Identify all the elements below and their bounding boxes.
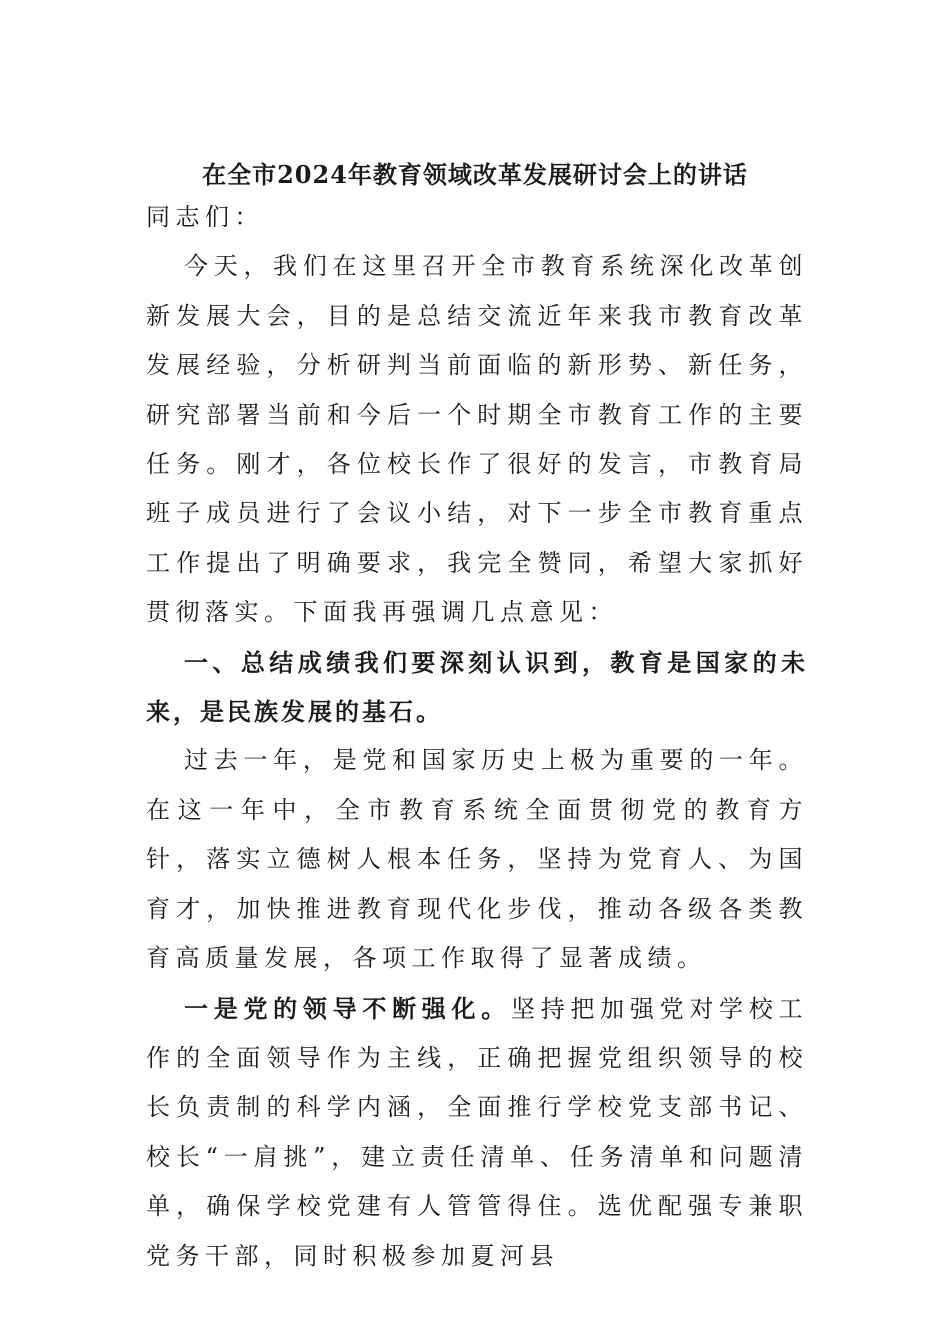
paragraph-point-one [146,984,808,1281]
document-body [146,193,808,1281]
point-one-body: 坚持把加强党对学校工作的全面领导作为主线，正确把握党组织领导的校长负责制的科学内涵，全面推行学校党支部书记、校长“一肩挑”，建立责任清单、任务清单和问题清单，确保学校党建有人管管得住。选优配强专兼职党务干部，同时积极参加夏河县 [146,994,809,1270]
section-heading: 一、总结成绩我们要深刻认识到，教育是国家的未来，是民族发展的基石。 [146,647,808,727]
document-title: 在全市2024年教育领域改革发展研讨会上的讲话 [202,160,748,189]
paragraph-intro: 今天，我们在这里召开全市教育系统深化改革创新发展大会，目的是总结交流近年来我市教育改革发展经验，分析研判当前面临的新形势、新任务，研究部署当前和今后一个时期全市教育工作的主要任务。刚才，各位校长作了很好的发言，市教育局班子成员进行了会议小结，对下一步全市教育重点工作提出了明确要求，我完全赞同，希望大家抓好贯彻落实。下面我再强调几点意见： [146,252,808,627]
salutation: 同志们： [146,203,264,231]
point-one-lead: 一是党的领导不断强化。 [184,993,511,1023]
paragraph-review: 过去一年，是党和国家历史上极为重要的一年。在这一年中，全市教育系统全面贯彻党的教育方针，落实立德树人根本任务，坚持为党育人、为国育才，加快推进教育现代化步伐，推动各级各类教育高质量发展，各项工作取得了显著成绩。 [146,746,808,973]
